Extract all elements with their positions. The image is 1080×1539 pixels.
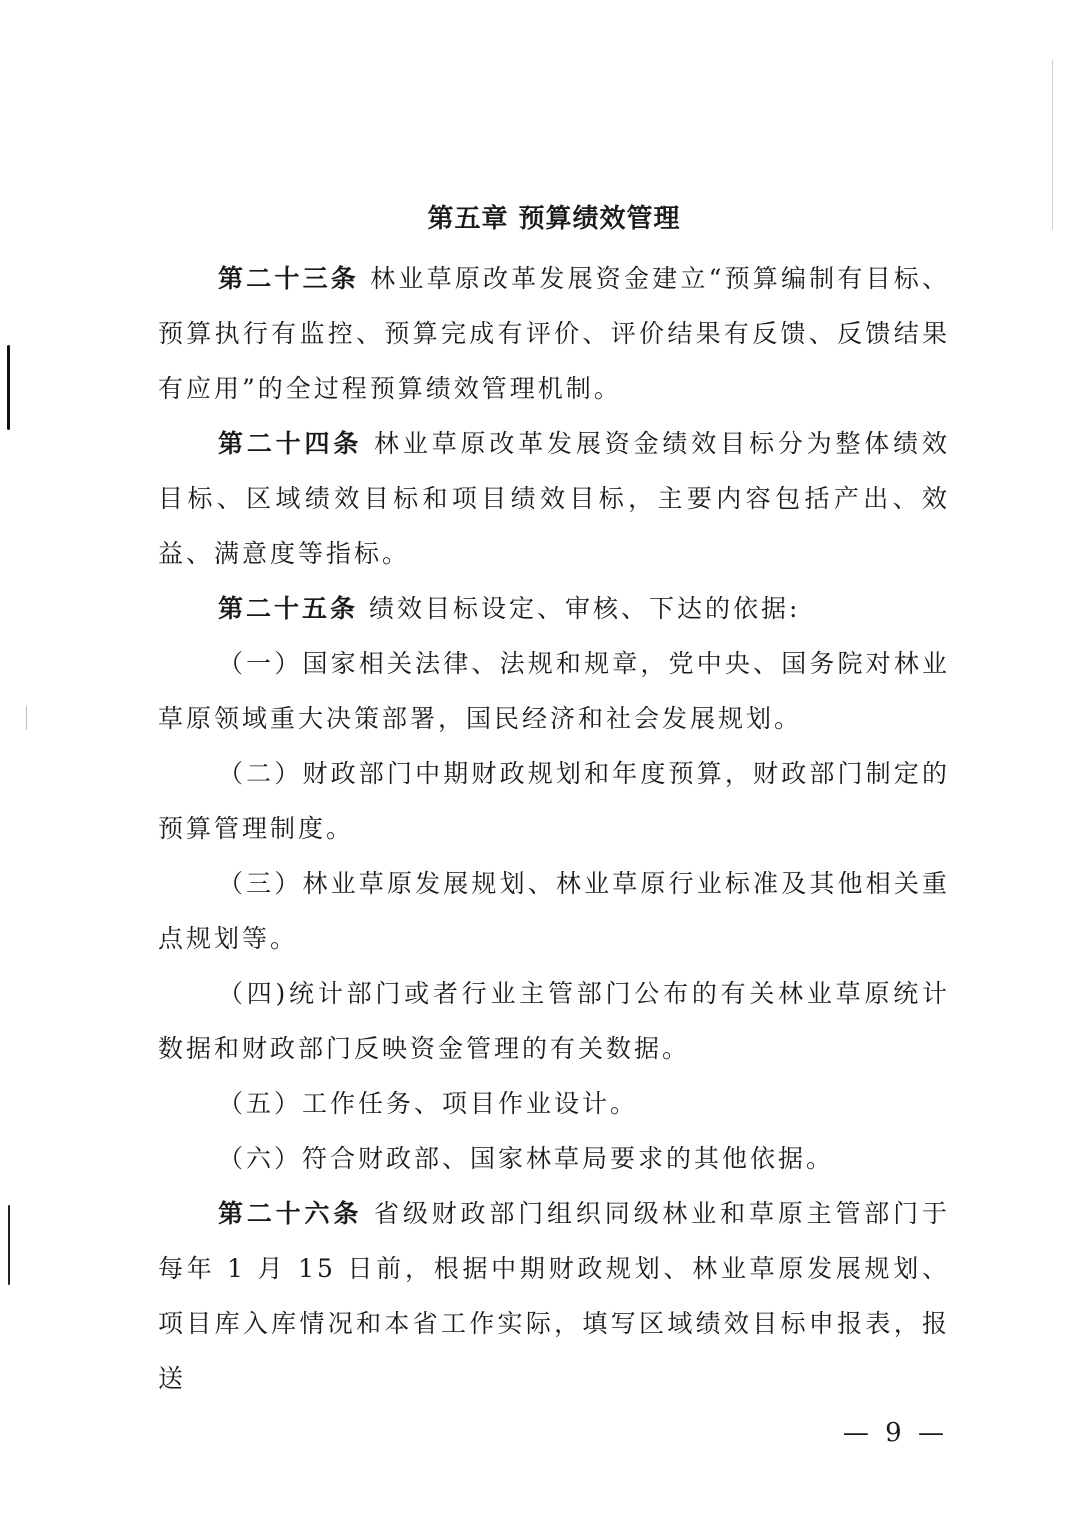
- scan-edge-mark: [7, 345, 10, 430]
- list-item-paragraph: [158, 636, 950, 746]
- article-paragraph: [158, 251, 950, 416]
- article-text: 绩效目标设定、审核、下达的依据:: [368, 594, 801, 623]
- list-item-paragraph: [158, 1131, 950, 1186]
- document-body: [158, 251, 950, 1406]
- list-item-text: （二）财政部门中期财政规划和年度预算，财政部门制定的预算管理制度。: [158, 759, 950, 843]
- article-label: 第二十六条: [218, 1199, 363, 1228]
- article-paragraph: [158, 1186, 950, 1406]
- article-paragraph: [158, 416, 950, 581]
- article-paragraph: [158, 581, 950, 636]
- list-item-text: （一）国家相关法律、法规和规章，党中央、国务院对林业草原领域重大决策部署，国民经济和社会发展规划。: [158, 649, 950, 733]
- list-item-paragraph: [158, 966, 950, 1076]
- article-text: 林业草原改革发展资金建立“预算编制有目标、预算执行有监控、预算完成有评价、评价结果有反馈、反馈结果有应用”的全过程预算绩效管理机制。: [158, 264, 950, 403]
- article-text: 林业草原改革发展资金绩效目标分为整体绩效目标、区域绩效目标和项目绩效目标，主要内容包括产出、效益、满意度等指标。: [158, 429, 950, 568]
- list-item-paragraph: [158, 746, 950, 856]
- article-label: 第二十五条: [218, 594, 359, 623]
- list-item-text: （五）工作任务、项目作业设计。: [218, 1089, 639, 1118]
- article-label: 第二十四条: [218, 429, 363, 458]
- list-item-text: （三）林业草原发展规划、林业草原行业标准及其他相关重点规划等。: [158, 869, 950, 953]
- list-item-text: （六）符合财政部、国家林草局要求的其他依据。: [218, 1144, 835, 1173]
- scan-edge-mark: [26, 706, 27, 730]
- chapter-title: 第五章 预算绩效管理: [427, 204, 681, 234]
- list-item-paragraph: [158, 1076, 950, 1131]
- page-number: — 9 —: [842, 1418, 948, 1448]
- scan-edge-mark: [1052, 60, 1053, 230]
- article-label: 第二十三条: [218, 264, 360, 293]
- article-text: 省级财政部门组织同级林业和草原主管部门于每年 1 月 15 日前，根据中期财政规划、林业草原发展规划、项目库入库情况和本省工作实际，填写区域绩效目标申报表，报送: [158, 1199, 950, 1393]
- scan-edge-mark: [8, 1205, 10, 1285]
- list-item-paragraph: [158, 856, 950, 966]
- list-item-text: （四)统计部门或者行业主管部门公布的有关林业草原统计数据和财政部门反映资金管理的有关数据。: [158, 979, 950, 1063]
